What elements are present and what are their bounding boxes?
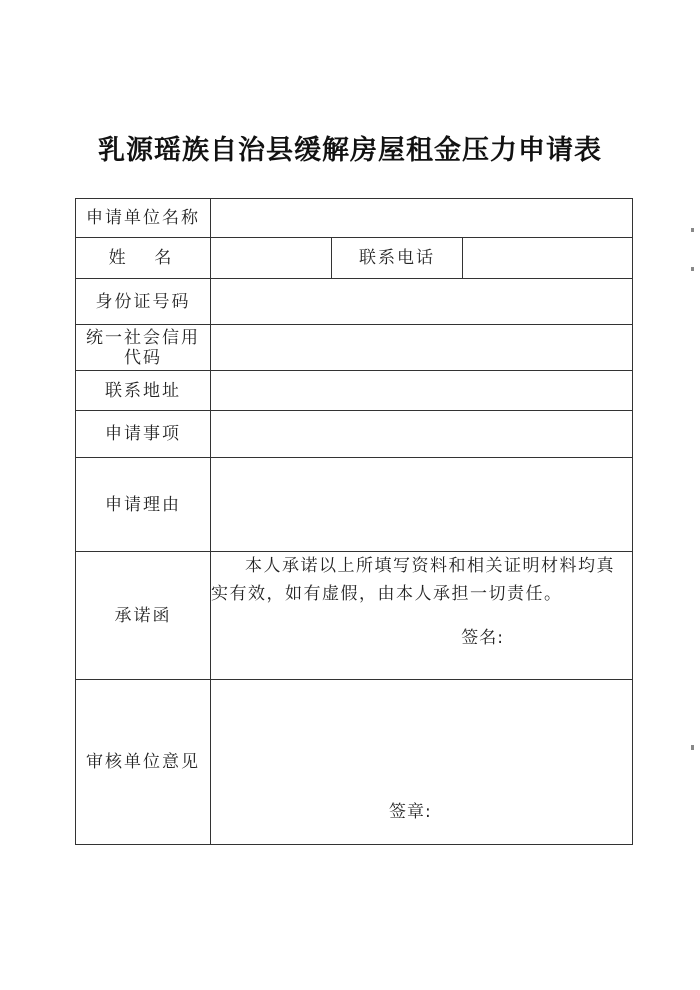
label-name: 姓 名 (76, 238, 211, 279)
field-id-number[interactable] (211, 279, 633, 325)
row-pledge (76, 552, 633, 680)
row-reason (76, 458, 633, 552)
field-phone[interactable] (463, 238, 633, 279)
label-phone: 联系电话 (332, 238, 463, 279)
scan-edge-mark (691, 745, 694, 750)
field-matter[interactable] (211, 411, 633, 458)
row-id-number (76, 279, 633, 325)
label-applicant-unit: 申请单位名称 (76, 199, 211, 238)
form-title: 乳源瑶族自治县缓解房屋租金压力申请表 (98, 135, 602, 166)
label-address: 联系地址 (76, 371, 211, 411)
scan-edge-mark (691, 228, 694, 232)
scan-edge-mark (691, 267, 694, 271)
field-applicant-unit[interactable] (211, 199, 633, 238)
pledge-signature-label: 签名: (461, 628, 505, 648)
row-name-phone (76, 238, 633, 279)
pledge-text: 本人承诺以上所填写资料和相关证明材料均真实有效，如有虚假，由本人承担一切责任。 (211, 556, 615, 604)
label-credit-code: 统一社会信用代码 (76, 325, 211, 371)
row-address (76, 371, 633, 411)
field-address[interactable] (211, 371, 633, 411)
field-name[interactable] (211, 238, 332, 279)
label-matter: 申请事项 (76, 411, 211, 458)
row-matter (76, 411, 633, 458)
field-credit-code[interactable] (211, 325, 633, 371)
row-applicant-unit (76, 199, 633, 238)
label-reason: 申请理由 (76, 458, 211, 552)
review-stamp-label: 签章: (389, 802, 432, 822)
row-credit-code (76, 325, 633, 371)
label-pledge: 承诺函 (76, 552, 211, 680)
row-review (76, 680, 633, 845)
pledge-content (211, 552, 633, 680)
field-reason[interactable] (211, 458, 633, 552)
application-form-table (75, 198, 633, 845)
label-id-number: 身份证号码 (76, 279, 211, 325)
review-content[interactable] (211, 680, 633, 845)
label-review: 审核单位意见 (76, 680, 211, 845)
